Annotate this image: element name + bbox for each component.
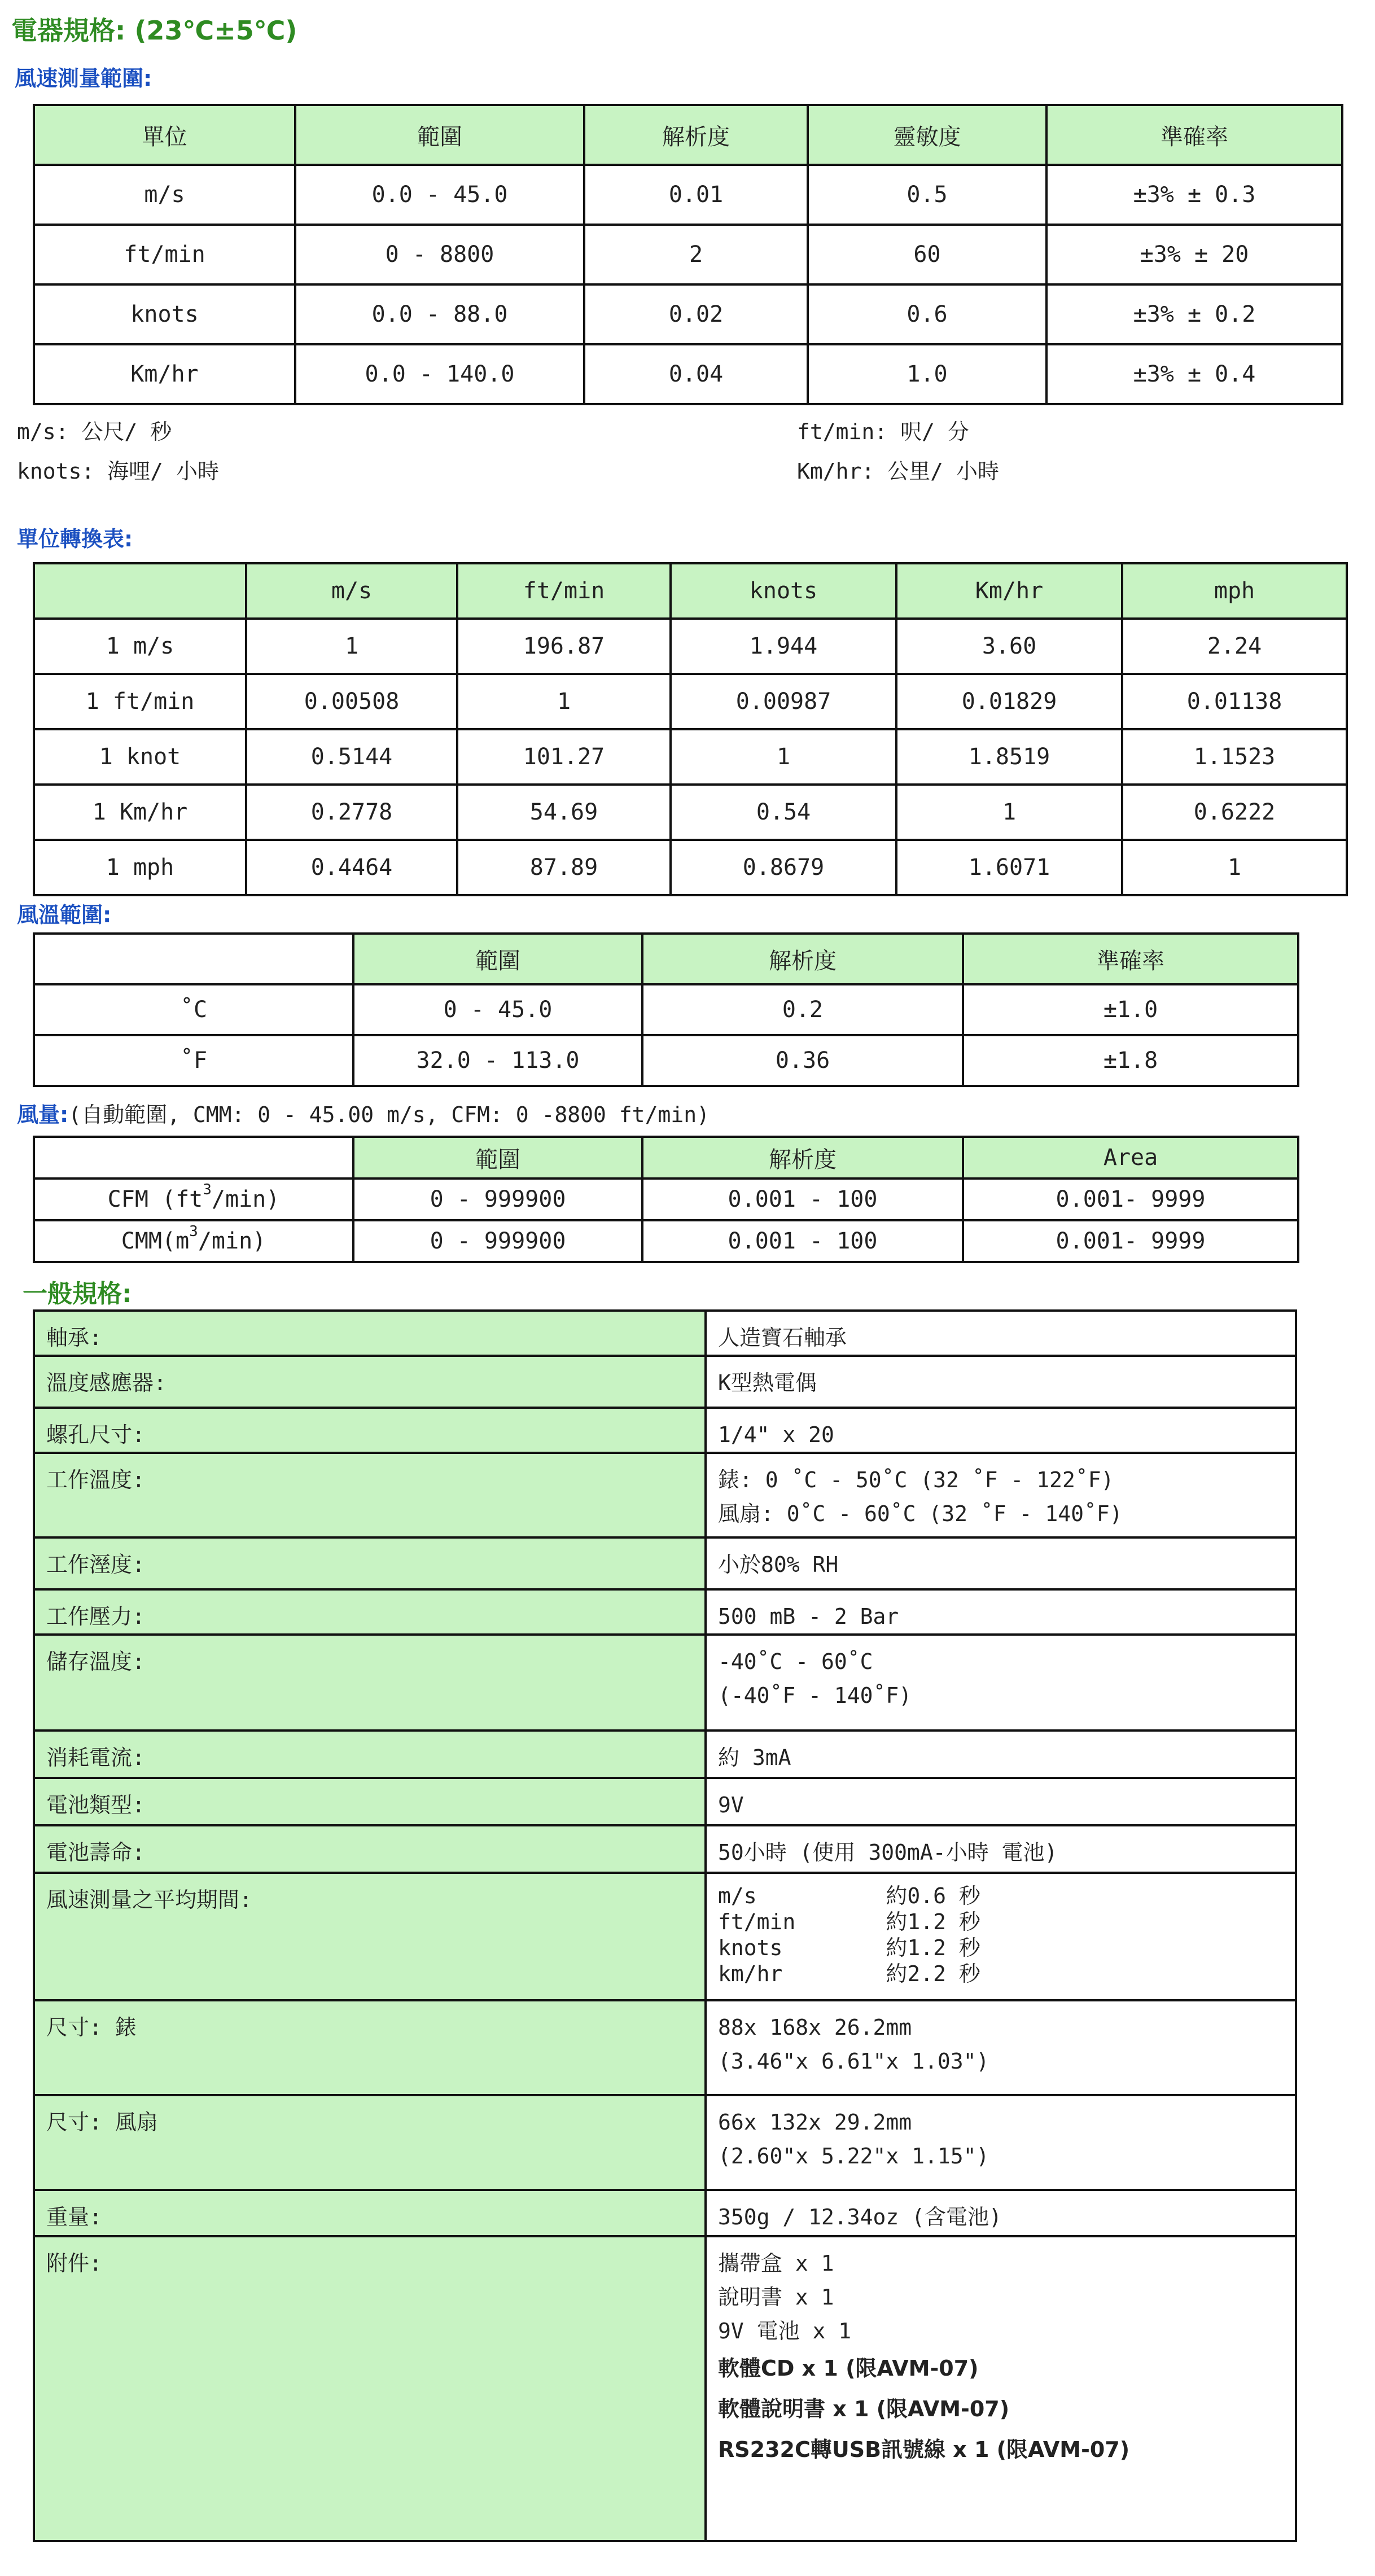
column-header: 解析度: [642, 1137, 963, 1179]
table-header-row: [34, 934, 1298, 984]
column-header: [34, 563, 246, 619]
spec-value-line: (3.46"x 6.61"x 1.03"): [718, 2049, 989, 2074]
spec-value-line: 9V: [718, 1793, 744, 1817]
table-cell: 0.001- 9999: [963, 1179, 1298, 1220]
spec-row: [34, 1635, 1296, 1731]
table-cell: 0.0 - 88.0: [295, 284, 584, 344]
spec-key: 電池壽命:: [34, 1825, 706, 1873]
speed-range-table: [33, 104, 1343, 405]
table-cell: 0.5144: [246, 729, 457, 785]
column-header: 單位: [34, 105, 295, 165]
table-cell: 0.001- 9999: [963, 1220, 1298, 1262]
table-cell: Km/hr: [34, 344, 295, 404]
spec-value: [706, 1635, 1296, 1731]
row-label: CMM(m: [121, 1228, 190, 1254]
airflow-heading-note: (自動範圍, CMM: 0 - 45.00 m/s, CFM: 0 -8800 ft/min): [68, 1102, 710, 1127]
column-header: 準確率: [963, 934, 1298, 984]
table-cell: 1.0: [808, 344, 1046, 404]
spec-value-line: (-40˚F - 140˚F): [718, 1683, 912, 1708]
general-specs-table: [33, 1309, 1297, 2542]
table-cell: 0.04: [584, 344, 808, 404]
spec-row: [34, 1311, 1296, 1356]
table-cell: ±1.0: [963, 984, 1298, 1035]
spec-row: [34, 1825, 1296, 1873]
spec-row: [34, 2000, 1296, 2095]
table-row: [34, 165, 1342, 225]
spec-row: [34, 2190, 1296, 2236]
spec-row: [34, 2236, 1296, 2541]
table-row: [34, 785, 1347, 840]
spec-value-line: 攜帶盒 x 1: [718, 2251, 834, 2276]
superscript: 3: [203, 1181, 212, 1198]
table-cell: knots: [34, 284, 295, 344]
spec-value-line: 350g / 12.34oz (含電池): [718, 2205, 1002, 2229]
spec-row: [34, 1778, 1296, 1825]
spec-value: [706, 1408, 1296, 1453]
table-cell: 0.6222: [1122, 785, 1347, 840]
table-row: [34, 619, 1347, 674]
table-cell: ±3% ± 0.4: [1046, 344, 1342, 404]
table-cell: 1.944: [671, 619, 896, 674]
spec-key: 螺孔尺寸:: [34, 1408, 706, 1453]
table-row: [34, 1035, 1298, 1086]
column-header: ft/min: [457, 563, 671, 619]
unit-note-kmhr: Km/hr: 公里/ 小時: [797, 459, 999, 484]
column-header: m/s: [246, 563, 457, 619]
superscript: 3: [189, 1223, 198, 1240]
column-header: Km/hr: [896, 563, 1122, 619]
table-cell: 1.6071: [896, 840, 1122, 895]
table-cell: 0.00508: [246, 674, 457, 729]
table-cell: 0 - 999900: [353, 1179, 642, 1220]
table-cell: ±3% ± 20: [1046, 225, 1342, 284]
spec-key: 工作溼度:: [34, 1537, 706, 1589]
row-label-suffix: /min): [211, 1186, 280, 1212]
table-cell: 0.00987: [671, 674, 896, 729]
table-row: [34, 840, 1347, 895]
spec-value-line: 約 3mA: [718, 1745, 791, 1770]
table-cell: 1 knot: [34, 729, 246, 785]
table-cell: m/s: [34, 165, 295, 225]
spec-value: [706, 1873, 1296, 2000]
table-cell: 0 - 45.0: [353, 984, 642, 1035]
spec-key: 電池類型:: [34, 1778, 706, 1825]
column-header: 範圍: [295, 105, 584, 165]
conversion-table: [33, 562, 1348, 896]
table-cell: 0.6: [808, 284, 1046, 344]
table-cell: ±3% ± 0.2: [1046, 284, 1342, 344]
column-header: knots: [671, 563, 896, 619]
airflow-heading-label: 風量:: [17, 1102, 69, 1127]
column-header: 解析度: [642, 934, 963, 984]
spec-value-line: ft/min 約1.2 秒: [718, 1909, 980, 1934]
table-row: [34, 729, 1347, 785]
spec-key: 附件:: [34, 2236, 706, 2541]
column-header: mph: [1122, 563, 1347, 619]
spec-key: 尺寸: 錶: [34, 2000, 706, 2095]
spec-row: [34, 1873, 1296, 2000]
spec-value-line-bold: 軟體說明書 x 1 (限AVM-07): [718, 2397, 1010, 2421]
table-cell: 0.0 - 140.0: [295, 344, 584, 404]
table-header-row: [34, 105, 1342, 165]
table-cell: 0.2: [642, 984, 963, 1035]
spec-row: [34, 1408, 1296, 1453]
table-cell: [34, 1179, 353, 1220]
spec-row: [34, 1453, 1296, 1537]
spec-value-line: 錶: 0 ˚C - 50˚C (32 ˚F - 122˚F): [718, 1467, 1114, 1492]
table-row: [34, 1220, 1298, 1262]
speed-range-heading: 風速測量範圍:: [15, 66, 152, 91]
spec-value: [706, 1453, 1296, 1537]
table-header-row: [34, 1137, 1298, 1179]
spec-key: 重量:: [34, 2190, 706, 2236]
spec-value-line: 1/4" x 20: [718, 1422, 834, 1447]
spec-value-line: 小於80% RH: [718, 1552, 839, 1577]
spec-value-line: 88x 168x 26.2mm: [718, 2015, 912, 2040]
table-cell: 1 Km/hr: [34, 785, 246, 840]
table-cell: ˚C: [34, 984, 353, 1035]
column-header: 準確率: [1046, 105, 1342, 165]
spec-value: [706, 2000, 1296, 2095]
spec-value-line: 66x 132x 29.2mm: [718, 2110, 912, 2135]
table-cell: 54.69: [457, 785, 671, 840]
spec-key: 風速測量之平均期間:: [34, 1873, 706, 2000]
spec-row: [34, 1537, 1296, 1589]
table-cell: 0.02: [584, 284, 808, 344]
spec-value: [706, 1825, 1296, 1873]
spec-value: [706, 2095, 1296, 2190]
unit-note-knots: knots: 海哩/ 小時: [17, 459, 219, 484]
table-cell: ±1.8: [963, 1035, 1298, 1086]
spec-value: [706, 1311, 1296, 1356]
table-cell: ˚F: [34, 1035, 353, 1086]
spec-value-line: km/hr 約2.2 秒: [718, 1961, 980, 1986]
table-row: [34, 344, 1342, 404]
spec-value: [706, 2190, 1296, 2236]
table-cell: ±3% ± 0.3: [1046, 165, 1342, 225]
unit-note-ftmin: ft/min: 呎/ 分: [797, 419, 969, 444]
spec-value-line-bold: 軟體CD x 1 (限AVM-07): [718, 2356, 979, 2381]
spec-value-line: 風扇: 0˚C - 60˚C (32 ˚F - 140˚F): [718, 1501, 1123, 1526]
table-cell: 0.0 - 45.0: [295, 165, 584, 225]
column-header: 解析度: [584, 105, 808, 165]
spec-key: 軸承:: [34, 1311, 706, 1356]
table-cell: 101.27: [457, 729, 671, 785]
spec-value: [706, 1356, 1296, 1408]
spec-value: [706, 1589, 1296, 1635]
table-cell: 0.001 - 100: [642, 1220, 963, 1262]
spec-value-line: 500 mB - 2 Bar: [718, 1604, 899, 1629]
column-header: 範圍: [353, 934, 642, 984]
spec-value-line: K型熱電偶: [718, 1370, 817, 1395]
unit-note-ms: m/s: 公尺/ 秒: [17, 419, 172, 444]
airflow-heading: [17, 1097, 710, 1128]
spec-key: 溫度感應器:: [34, 1356, 706, 1408]
table-cell: 0 - 8800: [295, 225, 584, 284]
table-cell: ft/min: [34, 225, 295, 284]
spec-value: [706, 1537, 1296, 1589]
column-header: [34, 934, 353, 984]
column-header: [34, 1137, 353, 1179]
table-row: [34, 1179, 1298, 1220]
table-cell: 0.01: [584, 165, 808, 225]
conversion-heading: 單位轉換表:: [17, 527, 133, 551]
spec-key: 工作壓力:: [34, 1589, 706, 1635]
table-cell: 0.8679: [671, 840, 896, 895]
table-cell: 0.4464: [246, 840, 457, 895]
row-label: CFM (ft: [107, 1186, 203, 1212]
table-cell: 0.01138: [1122, 674, 1347, 729]
temperature-table: [33, 932, 1299, 1087]
table-cell: 1 ft/min: [34, 674, 246, 729]
table-cell: 2.24: [1122, 619, 1347, 674]
page-title: 電器規格: (23℃±5℃): [11, 15, 297, 46]
spec-key: 消耗電流:: [34, 1731, 706, 1778]
airflow-table: [33, 1136, 1299, 1263]
spec-value: [706, 1778, 1296, 1825]
table-cell: 0.36: [642, 1035, 963, 1086]
column-header: 範圍: [353, 1137, 642, 1179]
table-cell: 60: [808, 225, 1046, 284]
spec-value-line: (2.60"x 5.22"x 1.15"): [718, 2144, 989, 2168]
table-cell: 1 mph: [34, 840, 246, 895]
table-cell: [34, 1220, 353, 1262]
table-cell: 1: [457, 674, 671, 729]
spec-value: [706, 2236, 1296, 2541]
spec-value-line: 50小時 (使用 300mA-小時 電池): [718, 1840, 1058, 1865]
table-cell: 0.5: [808, 165, 1046, 225]
table-cell: 0 - 999900: [353, 1220, 642, 1262]
table-cell: 32.0 - 113.0: [353, 1035, 642, 1086]
spec-row: [34, 1731, 1296, 1778]
table-cell: 1.8519: [896, 729, 1122, 785]
table-cell: 87.89: [457, 840, 671, 895]
spec-row: [34, 1356, 1296, 1408]
column-header: 靈敏度: [808, 105, 1046, 165]
spec-value-line: 說明書 x 1: [718, 2285, 834, 2310]
row-label-suffix: /min): [198, 1228, 266, 1254]
table-cell: 1.1523: [1122, 729, 1347, 785]
spec-key: 儲存溫度:: [34, 1635, 706, 1731]
spec-value-line: -40˚C - 60˚C: [718, 1649, 873, 1674]
table-row: [34, 225, 1342, 284]
general-heading: 一般規格:: [23, 1280, 132, 1308]
table-cell: 1: [671, 729, 896, 785]
table-cell: 1: [896, 785, 1122, 840]
spec-value-line: m/s 約0.6 秒: [718, 1883, 980, 1908]
spec-value-line: 人造寶石軸承: [718, 1325, 847, 1350]
table-cell: 196.87: [457, 619, 671, 674]
column-header: Area: [963, 1137, 1298, 1179]
table-cell: 0.54: [671, 785, 896, 840]
spec-value-line: 9V 電池 x 1: [718, 2319, 852, 2343]
table-cell: 0.01829: [896, 674, 1122, 729]
spec-value-line-bold: RS232C轉USB訊號線 x 1 (限AVM-07): [718, 2437, 1130, 2462]
table-cell: 1: [246, 619, 457, 674]
table-cell: 1: [1122, 840, 1347, 895]
table-row: [34, 674, 1347, 729]
table-header-row: [34, 563, 1347, 619]
spec-row: [34, 2095, 1296, 2190]
table-cell: 2: [584, 225, 808, 284]
table-row: [34, 984, 1298, 1035]
spec-key: 工作溫度:: [34, 1453, 706, 1537]
table-cell: 0.2778: [246, 785, 457, 840]
spec-value: [706, 1731, 1296, 1778]
table-row: [34, 284, 1342, 344]
spec-row: [34, 1589, 1296, 1635]
table-cell: 0.001 - 100: [642, 1179, 963, 1220]
table-cell: 3.60: [896, 619, 1122, 674]
spec-key: 尺寸: 風扇: [34, 2095, 706, 2190]
temperature-heading: 風溫範圍:: [17, 903, 112, 927]
table-cell: 1 m/s: [34, 619, 246, 674]
spec-value-line: knots 約1.2 秒: [718, 1935, 980, 1960]
